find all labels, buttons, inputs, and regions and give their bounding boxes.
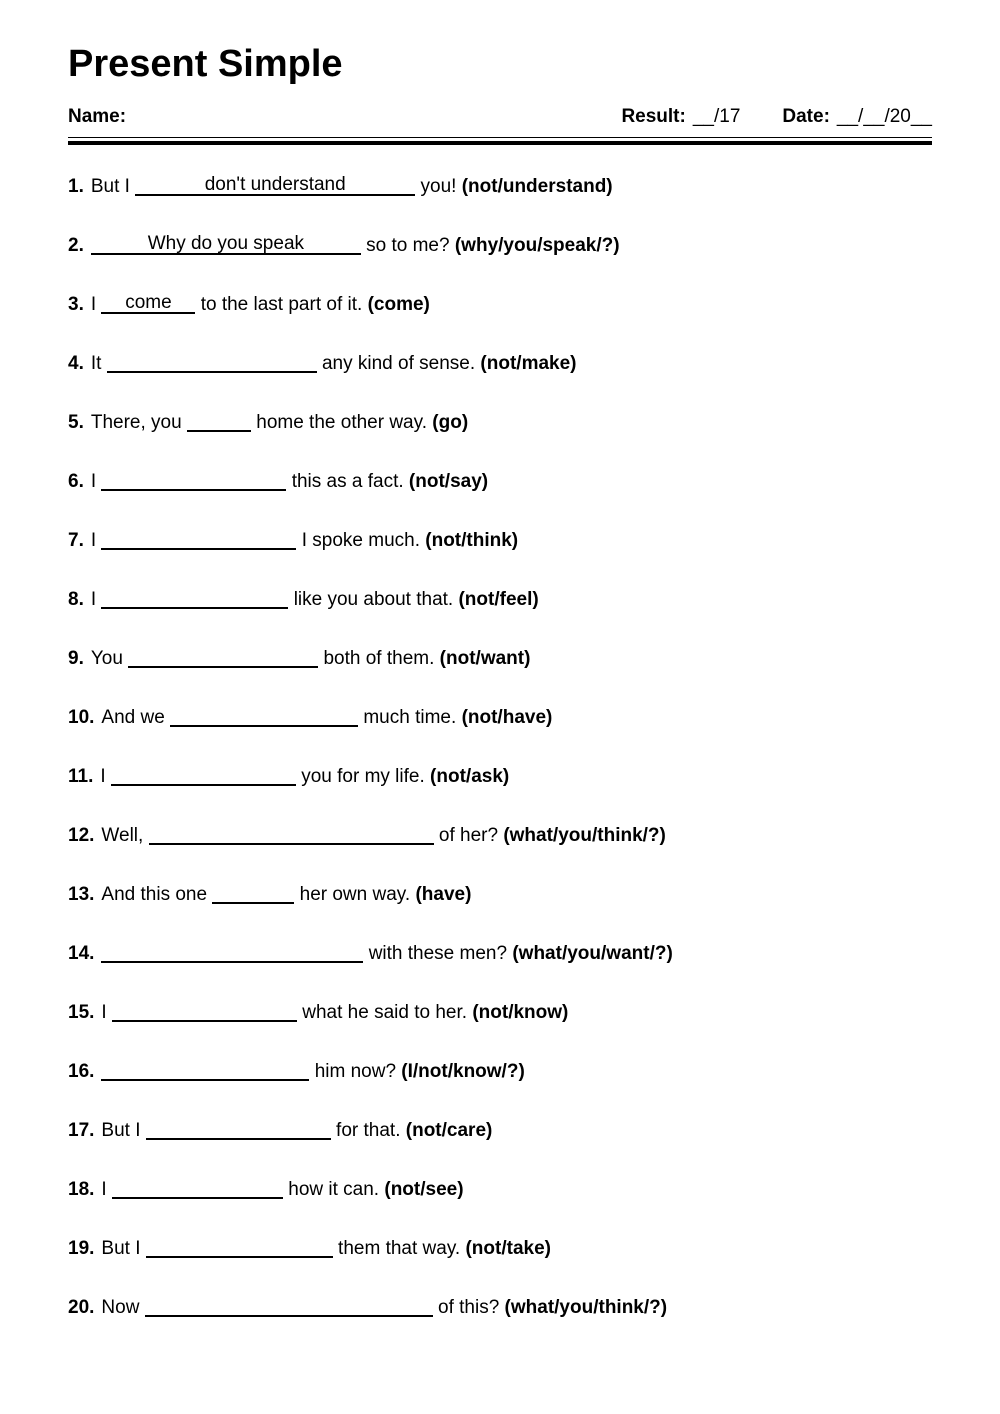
answer-text bbox=[203, 1057, 208, 1083]
question-row bbox=[68, 292, 932, 318]
question-number: 11. bbox=[68, 765, 94, 787]
question-text: You bbox=[90, 647, 129, 669]
answer-blank[interactable] bbox=[111, 764, 296, 786]
question-row bbox=[68, 1177, 932, 1203]
question-number: 1. bbox=[68, 175, 84, 197]
verb-hint: (not/see) bbox=[384, 1178, 464, 1200]
question-row bbox=[68, 941, 932, 967]
question-row bbox=[68, 1059, 932, 1085]
question-text: But I bbox=[90, 175, 136, 197]
question-number: 9. bbox=[68, 647, 84, 669]
answer-blank[interactable] bbox=[128, 646, 318, 668]
header-meta-row bbox=[68, 106, 932, 138]
question-text: this as a fact. bbox=[286, 470, 409, 492]
question-number: 6. bbox=[68, 470, 84, 492]
question-text: how it can. bbox=[282, 1178, 385, 1200]
result-label: Result: bbox=[621, 105, 686, 127]
question-text: I bbox=[90, 529, 102, 551]
verb-hint: (come) bbox=[367, 293, 430, 315]
answer-text: don't understand bbox=[204, 173, 346, 195]
question-number: 17. bbox=[68, 1119, 95, 1141]
name-label: Name: bbox=[68, 105, 127, 127]
question-row bbox=[68, 351, 932, 377]
question-text: for that. bbox=[330, 1119, 406, 1141]
result-value[interactable]: __/17 bbox=[692, 105, 741, 127]
answer-text bbox=[192, 585, 197, 611]
question-text: But I bbox=[101, 1119, 146, 1141]
answer-text bbox=[195, 1175, 200, 1201]
question-row bbox=[68, 764, 932, 790]
question-number: 14. bbox=[68, 942, 95, 964]
question-row bbox=[68, 1118, 932, 1144]
question-row bbox=[68, 1000, 932, 1026]
verb-hint: (what/you/think/?) bbox=[504, 1296, 668, 1318]
question-text: But I bbox=[101, 1237, 146, 1259]
question-row bbox=[68, 233, 932, 259]
answer-blank[interactable] bbox=[101, 587, 288, 609]
question-text: much time. bbox=[358, 706, 462, 728]
answer-text bbox=[202, 998, 207, 1024]
answer-text bbox=[191, 467, 196, 493]
question-text: I bbox=[90, 588, 102, 610]
question-text: It bbox=[90, 352, 107, 374]
answer-text bbox=[237, 1234, 242, 1260]
question-text: with these men? bbox=[363, 942, 513, 964]
question-row bbox=[68, 528, 932, 554]
date-value[interactable]: __/__/20__ bbox=[836, 105, 932, 127]
answer-text bbox=[288, 821, 293, 847]
answer-blank[interactable] bbox=[212, 882, 294, 904]
verb-hint: (not/make) bbox=[480, 352, 577, 374]
answer-blank[interactable] bbox=[91, 233, 361, 255]
answer-text bbox=[236, 1116, 241, 1142]
answer-blank[interactable] bbox=[170, 705, 358, 727]
question-text: And we bbox=[101, 706, 171, 728]
question-text: Now bbox=[101, 1296, 145, 1318]
question-text: of this? bbox=[432, 1296, 505, 1318]
answer-text bbox=[251, 880, 256, 906]
question-text: of her? bbox=[433, 824, 504, 846]
question-text: There, you bbox=[90, 411, 187, 433]
question-row bbox=[68, 705, 932, 731]
question-row bbox=[68, 1295, 932, 1321]
question-text: I spoke much. bbox=[296, 529, 426, 551]
verb-hint: (not/have) bbox=[461, 706, 553, 728]
answer-text bbox=[261, 703, 266, 729]
verb-hint: (not/understand) bbox=[461, 175, 613, 197]
verb-hint: (not/know) bbox=[472, 1001, 569, 1023]
question-text: so to me? bbox=[360, 234, 455, 256]
question-row bbox=[68, 587, 932, 613]
verb-hint: (not/care) bbox=[405, 1119, 493, 1141]
verb-hint: (have) bbox=[415, 883, 472, 905]
question-number: 20. bbox=[68, 1296, 95, 1318]
question-row bbox=[68, 823, 932, 849]
question-row bbox=[68, 469, 932, 495]
verb-hint: (what/you/want/?) bbox=[512, 942, 673, 964]
question-text: you for my life. bbox=[295, 765, 431, 787]
question-text: them that way. bbox=[332, 1237, 466, 1259]
question-text: like you about that. bbox=[288, 588, 459, 610]
question-text: I bbox=[90, 293, 102, 315]
question-text: I bbox=[101, 1178, 112, 1200]
answer-text bbox=[221, 644, 226, 670]
question-text: him now? bbox=[309, 1060, 402, 1082]
verb-hint: (what/you/think/?) bbox=[503, 824, 666, 846]
question-number: 16. bbox=[68, 1060, 95, 1082]
answer-blank[interactable] bbox=[149, 823, 434, 845]
answer-blank[interactable] bbox=[112, 1177, 283, 1199]
verb-hint: (why/you/speak/?) bbox=[454, 234, 620, 256]
question-text: you! bbox=[415, 175, 462, 197]
questions-list bbox=[68, 174, 932, 1321]
answer-blank[interactable] bbox=[187, 410, 251, 432]
answer-text bbox=[286, 1293, 291, 1319]
question-text: I bbox=[101, 1001, 112, 1023]
question-number: 13. bbox=[68, 883, 95, 905]
header-rule bbox=[68, 141, 932, 145]
answer-blank[interactable] bbox=[135, 174, 415, 196]
question-number: 10. bbox=[68, 706, 95, 728]
verb-hint: (not/take) bbox=[465, 1237, 551, 1259]
question-text: both of them. bbox=[318, 647, 440, 669]
verb-hint: (not/want) bbox=[439, 647, 531, 669]
page-title: Present Simple bbox=[68, 43, 343, 85]
answer-text bbox=[216, 408, 221, 434]
answer-text bbox=[201, 762, 206, 788]
answer-text bbox=[230, 939, 235, 965]
question-number: 15. bbox=[68, 1001, 95, 1023]
question-row bbox=[68, 1236, 932, 1262]
question-text: I bbox=[100, 765, 111, 787]
answer-blank[interactable] bbox=[101, 528, 296, 550]
question-text: her own way. bbox=[294, 883, 416, 905]
verb-hint: (not/say) bbox=[408, 470, 489, 492]
verb-hint: (I/not/know/?) bbox=[401, 1060, 525, 1082]
question-text: to the last part of it. bbox=[195, 293, 368, 315]
answer-text: come bbox=[125, 291, 172, 313]
question-text: And this one bbox=[101, 883, 213, 905]
answer-text bbox=[196, 526, 201, 552]
verb-hint: (not/ask) bbox=[430, 765, 510, 787]
question-number: 7. bbox=[68, 529, 84, 551]
answer-blank[interactable] bbox=[145, 1295, 433, 1317]
answer-text: Why do you speak bbox=[147, 232, 305, 254]
answer-blank[interactable] bbox=[146, 1118, 331, 1140]
question-number: 19. bbox=[68, 1237, 95, 1259]
answer-blank[interactable] bbox=[101, 941, 363, 963]
question-row bbox=[68, 882, 932, 908]
answer-blank[interactable] bbox=[101, 292, 195, 314]
answer-blank[interactable] bbox=[146, 1236, 333, 1258]
question-text: home the other way. bbox=[250, 411, 433, 433]
question-text: any kind of sense. bbox=[316, 352, 481, 374]
question-number: 3. bbox=[68, 293, 84, 315]
answer-blank[interactable] bbox=[112, 1000, 297, 1022]
question-number: 2. bbox=[68, 234, 84, 256]
question-text: Well, bbox=[101, 824, 149, 846]
verb-hint: (go) bbox=[432, 411, 469, 433]
answer-blank[interactable] bbox=[101, 1059, 309, 1081]
verb-hint: (not/feel) bbox=[458, 588, 539, 610]
answer-text bbox=[209, 349, 214, 375]
question-number: 18. bbox=[68, 1178, 95, 1200]
question-text: what he said to her. bbox=[296, 1001, 473, 1023]
question-number: 12. bbox=[68, 824, 95, 846]
question-number: 8. bbox=[68, 588, 84, 610]
question-number: 5. bbox=[68, 411, 84, 433]
answer-blank[interactable] bbox=[101, 469, 286, 491]
verb-hint: (not/think) bbox=[425, 529, 519, 551]
question-row bbox=[68, 646, 932, 672]
answer-blank[interactable] bbox=[107, 351, 317, 373]
question-number: 4. bbox=[68, 352, 84, 374]
question-row bbox=[68, 410, 932, 436]
question-text: I bbox=[90, 470, 102, 492]
question-row bbox=[68, 174, 932, 200]
date-label: Date: bbox=[782, 105, 830, 127]
